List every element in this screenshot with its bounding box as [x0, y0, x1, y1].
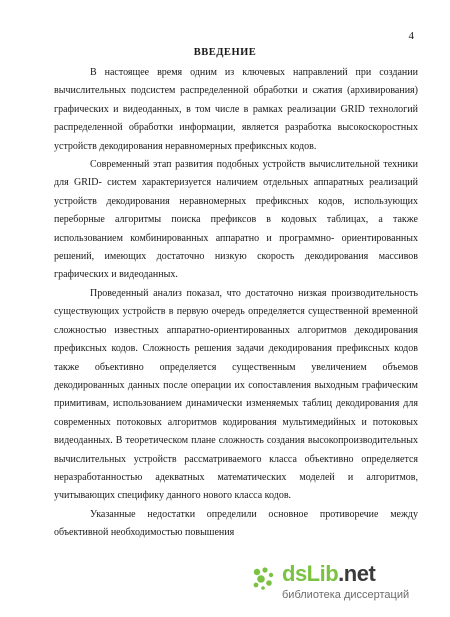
dslib-watermark[interactable]	[248, 561, 438, 609]
section-heading: ВВЕДЕНИЕ	[193, 47, 257, 58]
paragraph-1: В настоящее время одним из ключевых направлений при создании вычислительных подсистем распределенной обработки и сжатия (архивирования) графических и видеоданных, в том числе в рамках реализации GRID технологий распределенной обработки информации, является разработка высокоскоростных устройств декодирования неравномерных префиксных кодов.	[54, 67, 418, 152]
logo-part-2: .net	[338, 561, 376, 586]
dslib-logo-text	[282, 561, 375, 587]
logo-part-1: dsLib	[282, 561, 339, 586]
paragraph-4: Указанные недостатки определили основное противоречие между объективной необходимостью повышения	[54, 508, 418, 539]
dslib-tagline: библиотека диссертаций	[282, 589, 410, 601]
dslib-logo-icon	[248, 563, 278, 593]
paragraph-2: Современный этап развития подобных устройств вычислительной техники для GRID- систем характеризуется наличием отдельных аппаратных реализаций устройств декодирования неравномерных префиксных кодов, использующих переборные алгоритмы поиска префиксов в кодовых таблицах, а также использованием комбинированных аппаратно и программно- ориентированных решений, имеющих достаточно низкую скорость декодирования массивов графических и видеоданных.	[54, 159, 418, 281]
page-number: 4	[408, 30, 414, 42]
paragraph-3: Проведенный анализ показал, что достаточно низкая производительность существующих устройств в первую очередь определяется существенной временной сложностью известных аппаратно-ориентированных алгоритмов декодирования префиксных кодов. Сложность решения задачи декодирования префиксных кодов также объективно определяется существенным увеличением объемов декодированных данных после операции их сопоставления выходным графическим примитивам, использованием динамически изменяемых таблиц декодирования для современных потоковых алгоритмов кодирования мультимедийных и потоковых видеоданных. В теоретическом плане сложность создания высокопроизводительных вычислительных устройств рассматриваемого класса объективно определяется неразработанностью адекватных математических моделей и алгоритмов, учитывающих специфику данного нового класса кодов.	[54, 287, 418, 502]
body-text	[54, 64, 418, 543]
